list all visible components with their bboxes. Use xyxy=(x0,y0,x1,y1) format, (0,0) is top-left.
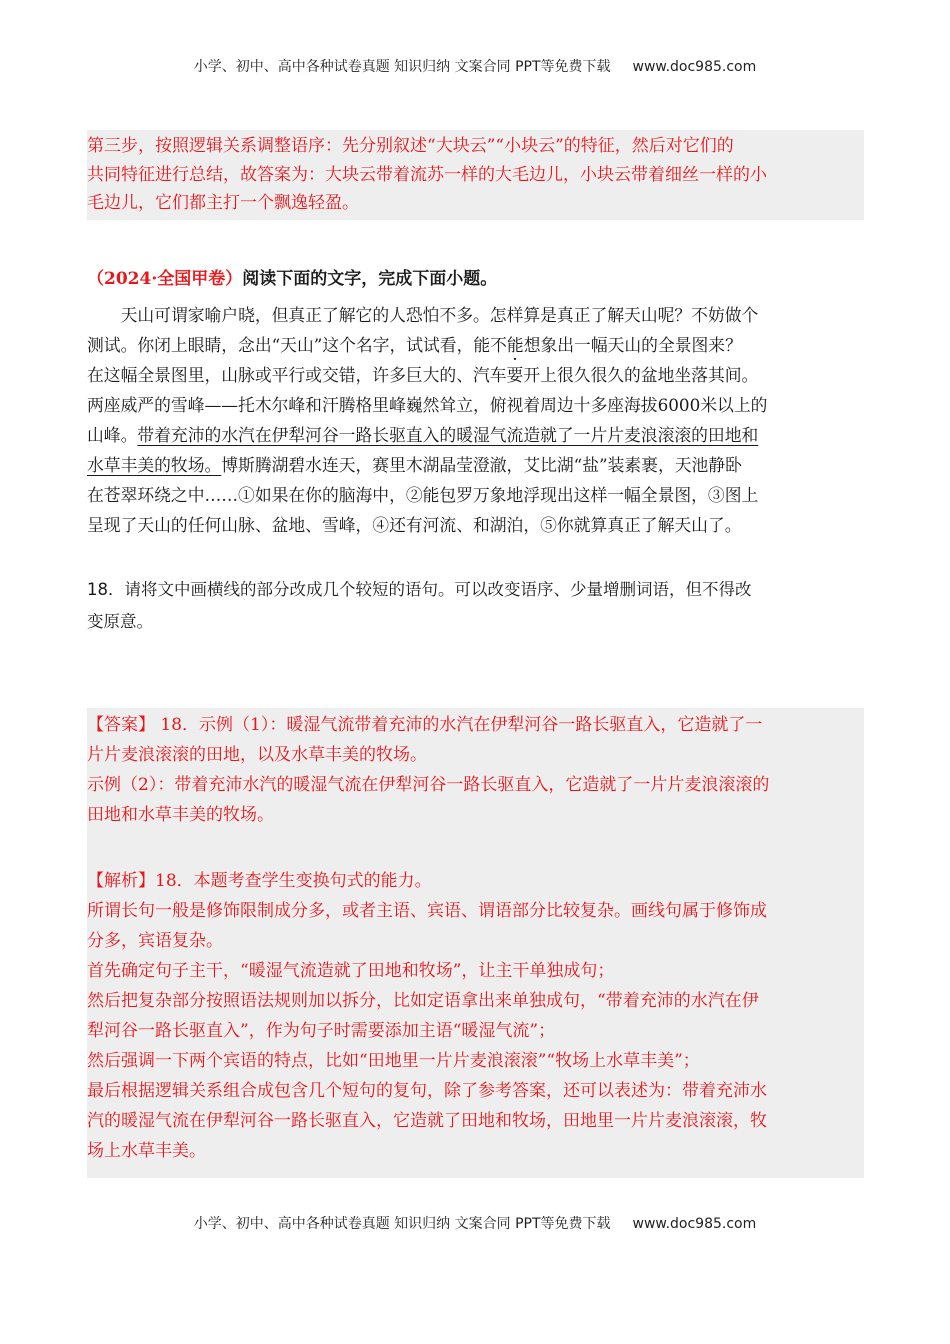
passage-line xyxy=(87,450,864,480)
emphasis-dot-char: 要 xyxy=(506,365,524,385)
answer-line: 片片麦浪滚滚的田地，以及水草丰美的牧场。 xyxy=(87,745,427,765)
reading-passage xyxy=(87,300,864,540)
question-header xyxy=(87,266,864,292)
analysis-line: 犁河谷一路长驱直入”，作为句子时需要添加主语“暖湿气流”； xyxy=(87,1021,556,1041)
passage-text: 山峰。 xyxy=(87,425,138,445)
footer-url[interactable]: www.doc985.com xyxy=(632,1216,757,1232)
passage-line: 在苍翠环绕之中……①如果在你的脑海中，②能包罗万象地浮现出这样一幅全景图，③图上 xyxy=(87,485,759,505)
passage-text: 博斯腾湖碧水连天，赛里木湖晶莹澄澈，艾比湖“盐”装素裹，天池静卧 xyxy=(221,455,742,475)
passage-text: 在这幅全景图里，山脉或平行或交错，许多巨大的、汽车 xyxy=(87,365,507,385)
page-footer xyxy=(0,1213,950,1233)
question-source: （2024·全国甲卷） xyxy=(87,269,243,289)
previous-answer-line: 第三步，按照逻辑关系调整语序：先分别叙述“大块云”“小块云”的特征，然后对它们的 xyxy=(87,136,734,156)
answer-line: 【答案】 18．示例（1）：暖湿气流带着充沛的水汽在伊犁河谷一路长驱直入，它造就了一 xyxy=(87,715,763,735)
analysis-line: 首先确定句子主干，“暖湿气流造就了田地和牧场”，让主干单独成句； xyxy=(87,961,615,981)
passage-line xyxy=(87,360,864,390)
passage-line xyxy=(87,420,864,450)
analysis-line: 分多，宾语复杂。 xyxy=(87,931,223,951)
question-line: 变原意。 xyxy=(87,612,153,631)
passage-line: 天山可谓家喻户晓，但真正了解它的人恐怕不多。怎样算是真正了解天山呢？不妨做个 xyxy=(120,305,759,325)
previous-answer-line: 共同特征进行总结，故答案为：大块云带着流苏一样的大毛边儿，小块云带着细丝一样的小 xyxy=(87,164,767,185)
underlined-sentence: 带着充沛的水汽在伊犁河谷一路长驱直入的暖湿气流造就了一片片麦浪滚滚的田地和 xyxy=(137,425,759,445)
analysis-line: 然后把复杂部分按照语法规则加以拆分，比如定语拿出来单独成句，“带着充沛的水汽在伊 xyxy=(87,991,759,1011)
analysis-line: 【解析】18．本题考查学生变换句式的能力。 xyxy=(87,871,432,891)
footer-text: 小学、初中、高中各种试卷真题 知识归纳 文案合同 PPT等免费下载 xyxy=(193,1216,611,1232)
analysis-line: 最后根据逻辑关系组合成包含几个短句的复句，除了参考答案，还可以表述为：带着充沛水 xyxy=(87,1081,767,1101)
answer-box xyxy=(87,708,864,1178)
analysis-line: 场上水草丰美。 xyxy=(87,1141,206,1161)
underlined-sentence: 水草丰美的牧场。 xyxy=(87,455,222,475)
previous-answer-box xyxy=(87,130,864,220)
header-url[interactable]: www.doc985.com xyxy=(632,59,757,75)
answer-line: 示例（2）：带着充沛水汽的暖湿气流在伊犁河谷一路长驱直入，它造就了一片片麦浪滚滚的 xyxy=(87,775,770,795)
passage-line: 两座威严的雪峰——托木尔峰和汗腾格里峰巍然耸立，俯视着周边十多座海拔6000米以上的 xyxy=(87,395,768,415)
question-instruction: 阅读下面的文字，完成下面小题。 xyxy=(242,269,498,289)
question-18 xyxy=(87,574,864,638)
analysis-line: 汽的暖湿气流在伊犁河谷一路长驱直入，它造就了田地和牧场，田地里一片片麦浪滚滚，牧 xyxy=(87,1111,767,1131)
analysis-line: 然后强调一下两个宾语的特点，比如“田地里一片片麦浪滚滚”“牧场上水草丰美”； xyxy=(87,1051,700,1071)
question-line: 18．请将文中画横线的部分改成几个较短的语句。可以改变语序、少量增删词语，但不得改 xyxy=(87,580,752,599)
analysis-line: 所谓长句一般是修饰限制成分多，或者主语、宾语、谓语部分比较复杂。画线句属于修饰成 xyxy=(87,901,767,921)
header-text: 小学、初中、高中各种试卷真题 知识归纳 文案合同 PPT等免费下载 xyxy=(193,59,611,75)
previous-answer-line: 毛边儿，它们都主打一个飘逸轻盈。 xyxy=(87,193,359,213)
passage-line: 测试。你闭上眼睛，念出“天山”这个名字，试试看，能不能想象出一幅天山的全景图来？ xyxy=(87,335,742,355)
passage-text: 开上很久很久的盆地坐落其间。 xyxy=(523,365,759,385)
answer-line: 田地和水草丰美的牧场。 xyxy=(87,805,274,825)
passage-line: 呈现了天山的任何山脉、盆地、雪峰，④还有河流、和湖泊，⑤你就算真正了解天山了。 xyxy=(87,515,742,535)
page-header xyxy=(0,56,950,76)
spacer xyxy=(87,830,864,866)
